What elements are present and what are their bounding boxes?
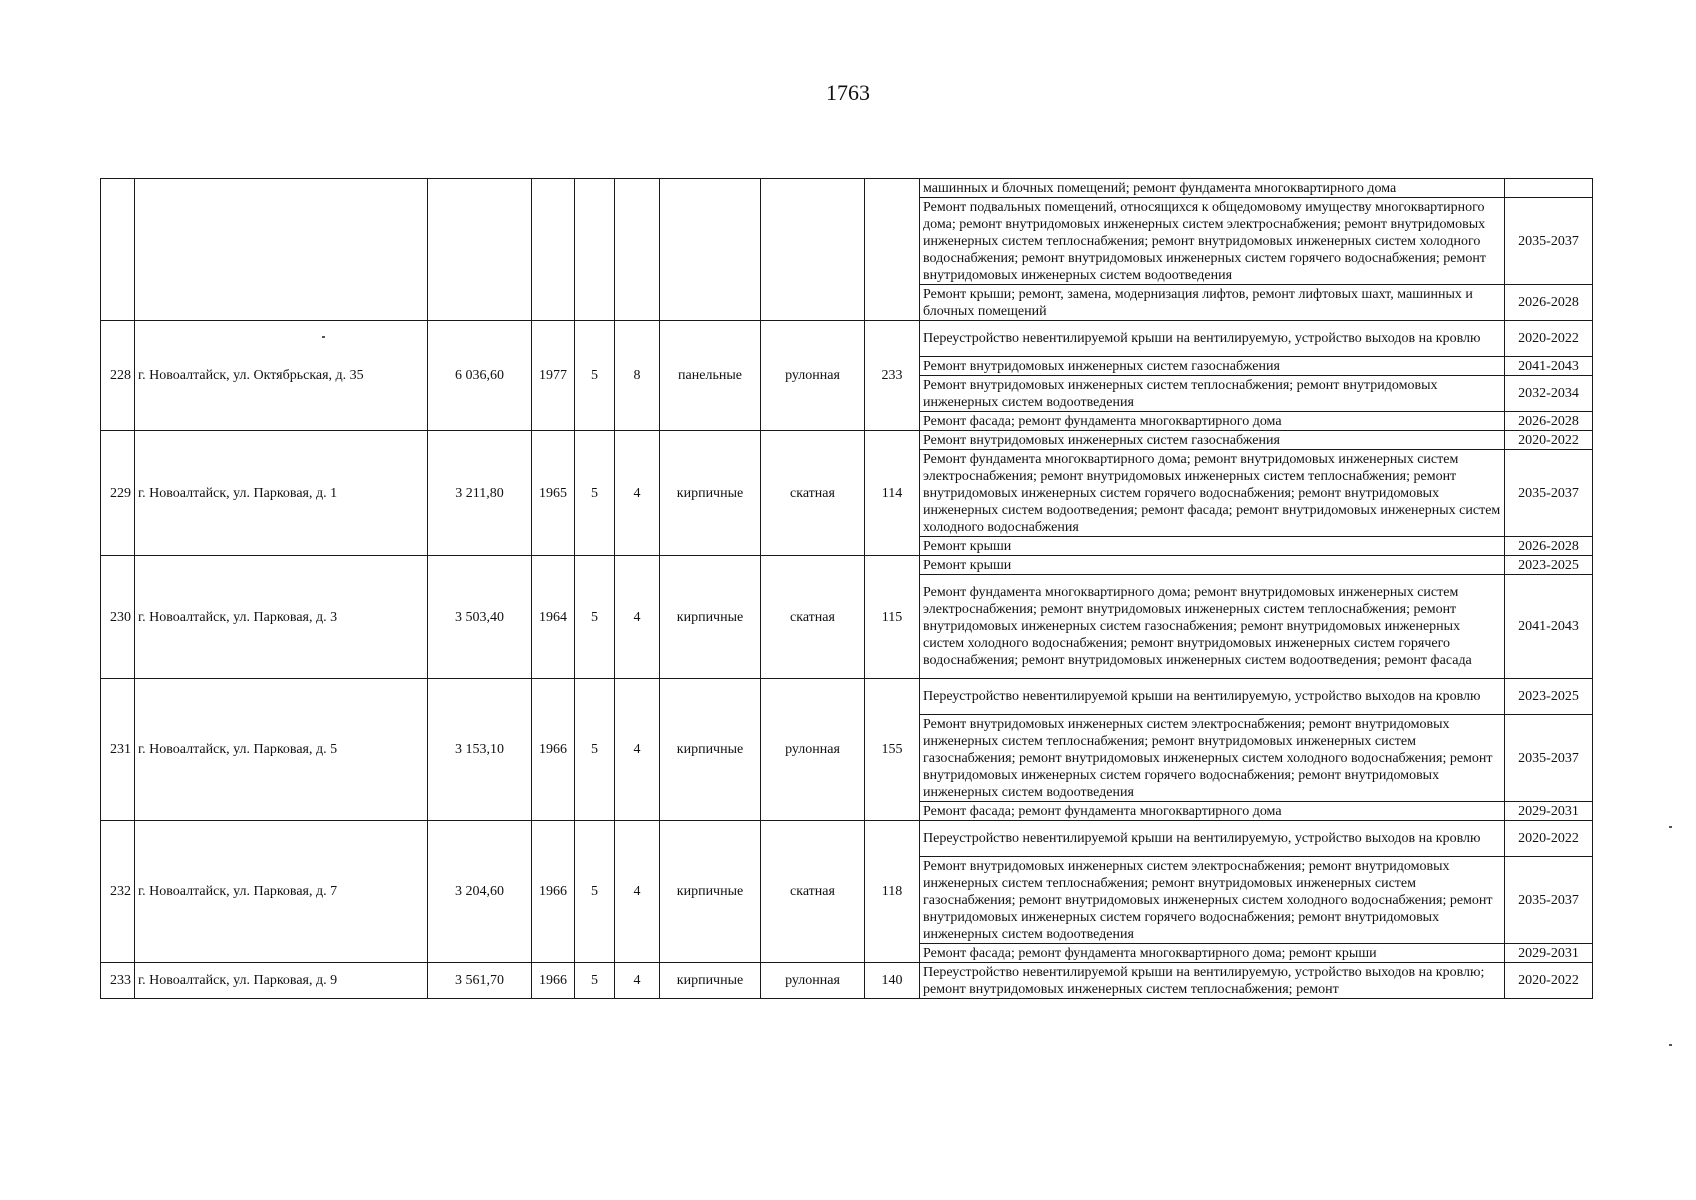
work-period-cell: 2035-2037 xyxy=(1505,857,1593,944)
work-period-cell: 2035-2037 xyxy=(1505,715,1593,802)
area-cell: 3 211,80 xyxy=(428,431,532,556)
work-period-cell: 2035-2037 xyxy=(1505,450,1593,537)
table-row xyxy=(101,963,1593,999)
wall-material-cell: кирпичные xyxy=(660,679,761,821)
work-description-cell: Ремонт внутридомовых инженерных систем газоснабжения xyxy=(920,431,1505,450)
work-period-cell: 2020-2022 xyxy=(1505,821,1593,857)
row-number: 228 xyxy=(101,321,135,431)
work-description-cell: Ремонт фасада; ремонт фундамента многоквартирного дома; ремонт крыши xyxy=(920,944,1505,963)
area-cell: 3 153,10 xyxy=(428,679,532,821)
wall-material-cell: кирпичные xyxy=(660,821,761,963)
work-description-cell: Ремонт внутридомовых инженерных систем теплоснабжения; ремонт внутридомовых инженерных систем водоотведения xyxy=(920,376,1505,412)
roof-type-cell: рулонная xyxy=(761,679,865,821)
entrances-cell xyxy=(615,179,660,321)
address-cell xyxy=(135,179,428,321)
floors-cell: 5 xyxy=(575,321,615,431)
work-description-cell: Ремонт фундамента многоквартирного дома; ремонт внутридомовых инженерных систем электроснабжения; ремонт внутридомовых инженерных систем теплоснабжения; ремонт внутридомовых инженерных систем газоснабжения; ремонт внутридомовых инженерных систем холодного водоснабжения; ремонт внутридомовых инженерных систем горячего водоснабжения; ремонт внутридомовых инженерных систем водоотведения; ремонт фасада xyxy=(920,575,1505,679)
entrances-cell: 4 xyxy=(615,821,660,963)
residents-cell: 115 xyxy=(865,556,920,679)
work-period-cell: 2041-2043 xyxy=(1505,357,1593,376)
year-cell: 1964 xyxy=(532,556,575,679)
roof-type-cell: скатная xyxy=(761,821,865,963)
table-body xyxy=(101,179,1593,999)
page-number: 1763 xyxy=(826,80,870,105)
entrances-cell: 4 xyxy=(615,431,660,556)
area-cell xyxy=(428,179,532,321)
wall-material-cell: кирпичные xyxy=(660,556,761,679)
residents-cell: 140 xyxy=(865,963,920,999)
scan-speck xyxy=(1669,826,1672,828)
year-cell: 1966 xyxy=(532,963,575,999)
year-cell: 1966 xyxy=(532,679,575,821)
residents-cell: 114 xyxy=(865,431,920,556)
work-period-cell: 2026-2028 xyxy=(1505,412,1593,431)
table-row xyxy=(101,179,1593,198)
entrances-cell: 4 xyxy=(615,679,660,821)
wall-material-cell xyxy=(660,179,761,321)
work-description-cell: Ремонт крыши xyxy=(920,556,1505,575)
roof-type-cell: рулонная xyxy=(761,321,865,431)
residents-cell: 233 xyxy=(865,321,920,431)
work-description-cell: Ремонт подвальных помещений, относящихся к общедомовому имуществу многоквартирного дома; ремонт внутридомовых инженерных систем электроснабжения; ремонт внутридомовых инженерных систем теплоснабжения; ремонт внутридомовых инженерных систем холодного водоснабжения; ремонт внутридомовых инженерных систем горячего водоснабжения; ремонт внутридомовых инженерных систем водоотведения xyxy=(920,198,1505,285)
work-period-cell: 2023-2025 xyxy=(1505,556,1593,575)
wall-material-cell: кирпичные xyxy=(660,431,761,556)
floors-cell: 5 xyxy=(575,963,615,999)
work-description-cell: Ремонт внутридомовых инженерных систем электроснабжения; ремонт внутридомовых инженерных систем теплоснабжения; ремонт внутридомовых инженерных систем газоснабжения; ремонт внутридомовых инженерных систем холодного водоснабжения; ремонт внутридомовых инженерных систем горячего водоснабжения; ремонт внутридомовых инженерных систем водоотведения xyxy=(920,857,1505,944)
entrances-cell: 4 xyxy=(615,963,660,999)
table-row xyxy=(101,556,1593,575)
work-description-cell: Переустройство невентилируемой крыши на вентилируемую, устройство выходов на кровлю xyxy=(920,821,1505,857)
table-row xyxy=(101,321,1593,357)
work-period-cell xyxy=(1505,179,1593,198)
year-cell: 1977 xyxy=(532,321,575,431)
residents-cell xyxy=(865,179,920,321)
work-period-cell: 2029-2031 xyxy=(1505,944,1593,963)
work-description-cell: Ремонт фундамента многоквартирного дома; ремонт внутридомовых инженерных систем электроснабжения; ремонт внутридомовых инженерных систем теплоснабжения; ремонт внутридомовых инженерных систем горячего водоснабжения; ремонт внутридомовых инженерных систем водоотведения; ремонт фасада; ремонт внутридомовых инженерных систем холодного водоснабжения xyxy=(920,450,1505,537)
capital-repair-table xyxy=(100,178,1593,999)
scan-speck xyxy=(322,336,325,338)
address-cell: г. Новоалтайск, ул. Парковая, д. 5 xyxy=(135,679,428,821)
work-period-cell: 2026-2028 xyxy=(1505,285,1593,321)
work-description-cell: Ремонт крыши xyxy=(920,537,1505,556)
work-description-cell: Ремонт крыши; ремонт, замена, модернизация лифтов, ремонт лифтовых шахт, машинных и блочных помещений xyxy=(920,285,1505,321)
address-cell: г. Новоалтайск, ул. Парковая, д. 7 xyxy=(135,821,428,963)
row-number: 233 xyxy=(101,963,135,999)
roof-type-cell: скатная xyxy=(761,556,865,679)
work-description-cell: Переустройство невентилируемой крыши на вентилируемую, устройство выходов на кровлю xyxy=(920,321,1505,357)
area-cell: 6 036,60 xyxy=(428,321,532,431)
work-description-cell: Ремонт внутридомовых инженерных систем газоснабжения xyxy=(920,357,1505,376)
wall-material-cell: кирпичные xyxy=(660,963,761,999)
work-description-cell: машинных и блочных помещений; ремонт фундамента многоквартирного дома xyxy=(920,179,1505,198)
roof-type-cell: скатная xyxy=(761,431,865,556)
work-period-cell: 2020-2022 xyxy=(1505,321,1593,357)
entrances-cell: 8 xyxy=(615,321,660,431)
work-period-cell: 2020-2022 xyxy=(1505,963,1593,999)
work-period-cell: 2041-2043 xyxy=(1505,575,1593,679)
scan-speck xyxy=(1669,1044,1672,1046)
roof-type-cell: рулонная xyxy=(761,963,865,999)
work-description-cell: Ремонт внутридомовых инженерных систем электроснабжения; ремонт внутридомовых инженерных систем теплоснабжения; ремонт внутридомовых инженерных систем газоснабжения; ремонт внутридомовых инженерных систем холодного водоснабжения; ремонт внутридомовых инженерных систем горячего водоснабжения; ремонт внутридомовых инженерных систем водоотведения xyxy=(920,715,1505,802)
floors-cell: 5 xyxy=(575,431,615,556)
address-cell: г. Новоалтайск, ул. Парковая, д. 9 xyxy=(135,963,428,999)
work-description-cell: Переустройство невентилируемой крыши на вентилируемую, устройство выходов на кровлю xyxy=(920,679,1505,715)
table-row xyxy=(101,821,1593,857)
year-cell xyxy=(532,179,575,321)
floors-cell: 5 xyxy=(575,679,615,821)
address-cell: г. Новоалтайск, ул. Парковая, д. 1 xyxy=(135,431,428,556)
area-cell: 3 204,60 xyxy=(428,821,532,963)
address-cell: г. Новоалтайск, ул. Октябрьская, д. 35 xyxy=(135,321,428,431)
residents-cell: 155 xyxy=(865,679,920,821)
row-number: 232 xyxy=(101,821,135,963)
residents-cell: 118 xyxy=(865,821,920,963)
address-cell: г. Новоалтайск, ул. Парковая, д. 3 xyxy=(135,556,428,679)
work-description-cell: Переустройство невентилируемой крыши на вентилируемую, устройство выходов на кровлю; ремонт внутридомовых инженерных систем теплоснабжения; ремонт xyxy=(920,963,1505,999)
work-period-cell: 2020-2022 xyxy=(1505,431,1593,450)
row-number xyxy=(101,179,135,321)
row-number: 229 xyxy=(101,431,135,556)
year-cell: 1965 xyxy=(532,431,575,556)
table-row xyxy=(101,679,1593,715)
area-cell: 3 561,70 xyxy=(428,963,532,999)
work-period-cell: 2035-2037 xyxy=(1505,198,1593,285)
work-period-cell: 2032-2034 xyxy=(1505,376,1593,412)
work-period-cell: 2023-2025 xyxy=(1505,679,1593,715)
wall-material-cell: панельные xyxy=(660,321,761,431)
row-number: 230 xyxy=(101,556,135,679)
year-cell: 1966 xyxy=(532,821,575,963)
roof-type-cell xyxy=(761,179,865,321)
floors-cell: 5 xyxy=(575,556,615,679)
work-period-cell: 2029-2031 xyxy=(1505,802,1593,821)
area-cell: 3 503,40 xyxy=(428,556,532,679)
row-number: 231 xyxy=(101,679,135,821)
work-period-cell: 2026-2028 xyxy=(1505,537,1593,556)
floors-cell: 5 xyxy=(575,821,615,963)
floors-cell xyxy=(575,179,615,321)
work-description-cell: Ремонт фасада; ремонт фундамента многоквартирного дома xyxy=(920,802,1505,821)
work-description-cell: Ремонт фасада; ремонт фундамента многоквартирного дома xyxy=(920,412,1505,431)
entrances-cell: 4 xyxy=(615,556,660,679)
table-row xyxy=(101,431,1593,450)
